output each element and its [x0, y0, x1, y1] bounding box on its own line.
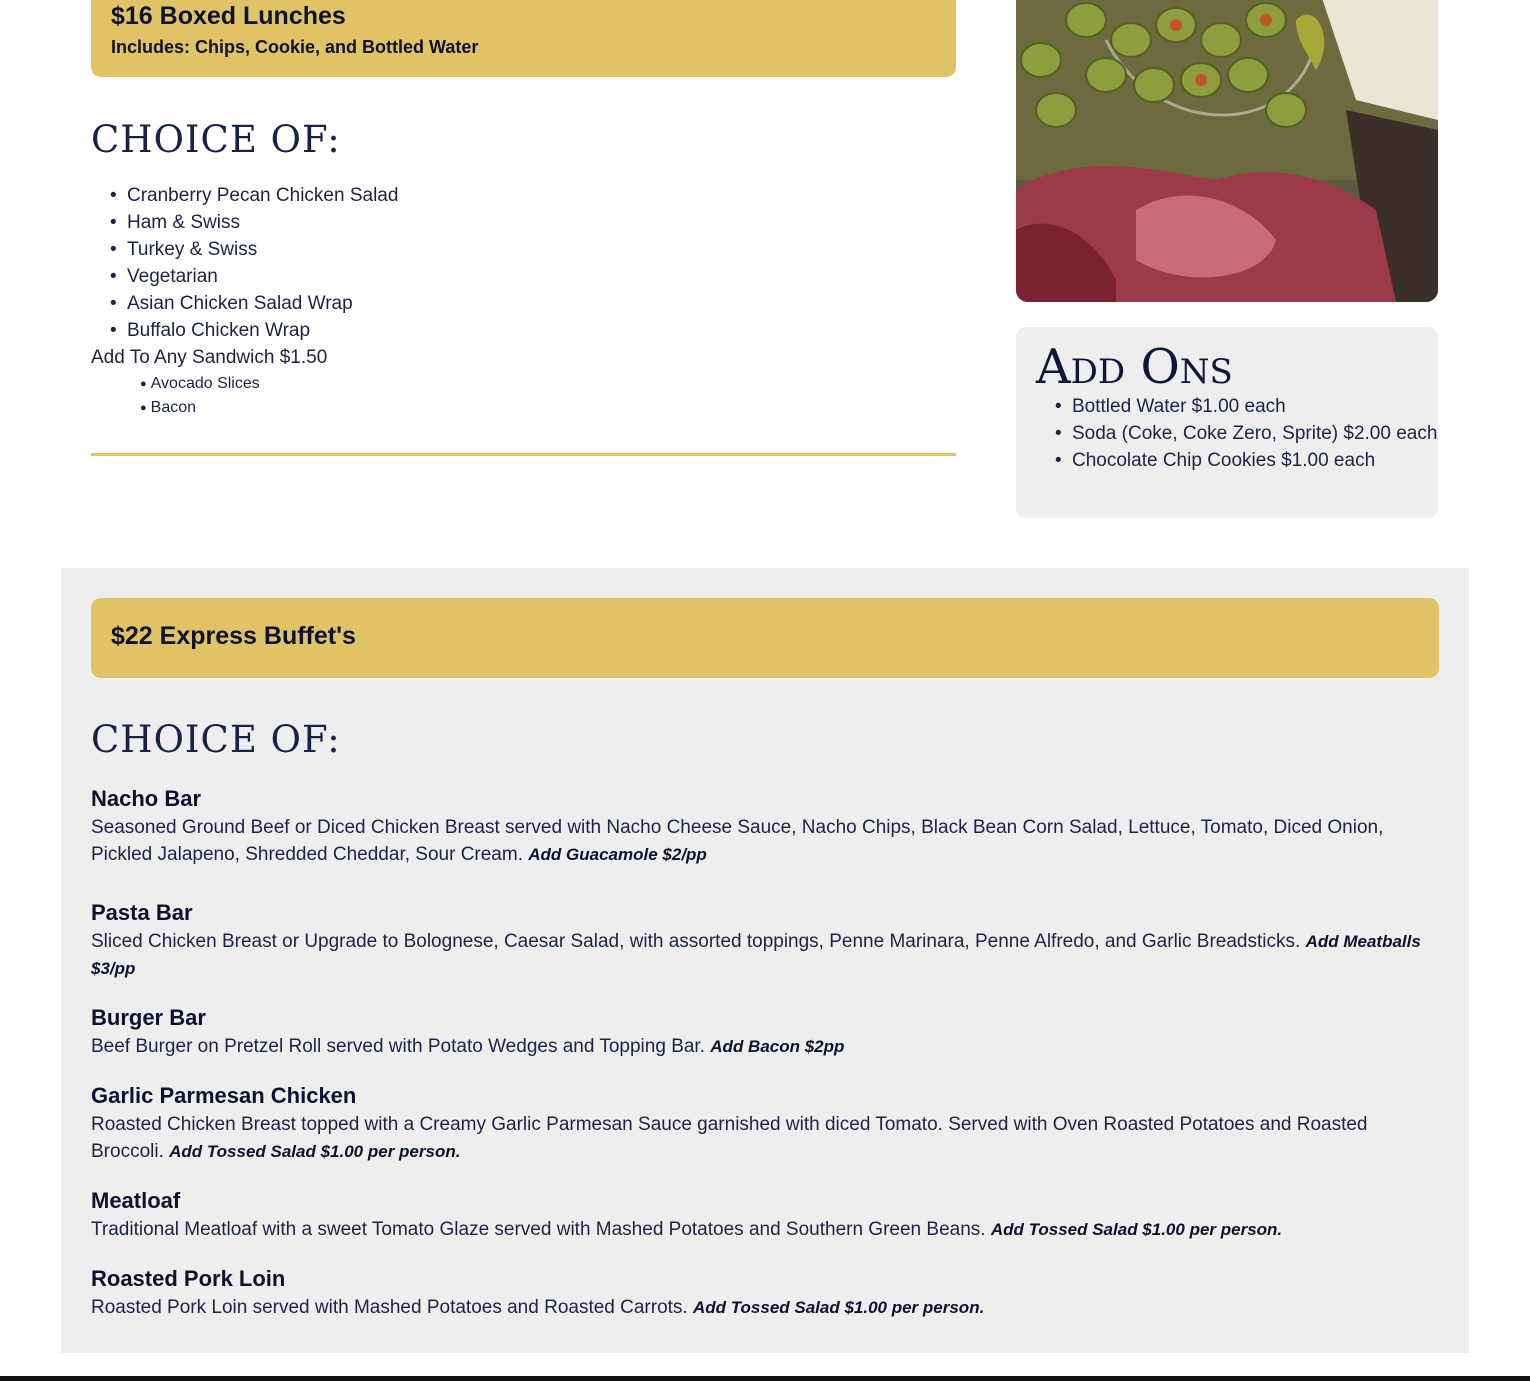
item-name: Garlic Parmesan Chicken — [91, 1083, 357, 1108]
item-addon: Add Bacon $2pp — [710, 1037, 845, 1056]
menu-item — [91, 1186, 1441, 1243]
list-item: • Vegetarian — [91, 263, 398, 290]
menu-item — [91, 1003, 1441, 1060]
list-item: • Chocolate Chip Cookies $1.00 each — [1036, 447, 1426, 474]
sandwich-addon-list — [140, 372, 260, 420]
sandwich-add-line: Add To Any Sandwich $1.50 — [91, 347, 328, 368]
boxed-lunch-includes: Includes: Chips, Cookie, and Bottled Water — [111, 37, 479, 57]
item-addon: Add Tossed Salad $1.00 per person. — [169, 1142, 461, 1161]
buffet-choice-heading: CHOICE OF: — [91, 718, 341, 761]
addons-title: Add Ons — [1036, 339, 1233, 395]
buffet-title: $22 Express Buffet's — [111, 622, 356, 650]
list-item: • Ham & Swiss — [91, 209, 398, 236]
menu-item — [91, 1081, 1441, 1165]
item-description: Traditional Meatloaf with a sweet Tomato Glaze served with Mashed Potatoes and Southern Green Beans. Add Tossed Salad $1.00 per person. — [91, 1219, 1283, 1240]
charcuterie-photo — [1016, 0, 1438, 302]
buffet-banner — [91, 598, 1439, 678]
item-name: Roasted Pork Loin — [91, 1266, 286, 1291]
list-item: ● Avocado Slices — [140, 372, 260, 396]
addons-list — [1036, 393, 1438, 474]
list-item: • Soda (Coke, Coke Zero, Sprite) $2.00 each — [1036, 420, 1426, 447]
menu-item — [91, 1264, 1441, 1321]
boxed-lunch-title: $16 Boxed Lunches — [111, 2, 346, 30]
list-item: • Asian Chicken Salad Wrap — [91, 290, 398, 317]
menu-item — [91, 898, 1441, 982]
item-description: Roasted Chicken Breast topped with a Creamy Garlic Parmesan Sauce garnished with diced Tomato. Served with Oven Roasted Potatoes and Roasted Broccoli. Add Tossed Salad $1.00 per person. — [91, 1114, 1368, 1162]
footer-border — [0, 1376, 1530, 1381]
item-name: Nacho Bar — [91, 786, 202, 811]
menu-item — [91, 784, 1441, 868]
item-description: Seasoned Ground Beef or Diced Chicken Breast served with Nacho Cheese Sauce, Nacho Chips, Black Bean Corn Salad, Lettuce, Tomato, Diced Onion, Pickled Jalapeno, Shredded Cheddar, Sour Cream. Add Guacamole $2/pp — [91, 817, 1384, 865]
section-divider — [91, 453, 956, 456]
addons-box — [1016, 327, 1438, 518]
item-description: Roasted Pork Loin served with Mashed Potatoes and Roasted Carrots. Add Tossed Salad $1.00 per person. — [91, 1297, 985, 1318]
boxed-choice-heading: CHOICE OF: — [91, 118, 341, 161]
list-item: • Turkey & Swiss — [91, 236, 398, 263]
sandwich-list — [91, 182, 398, 344]
boxed-lunch-section — [0, 0, 1530, 568]
item-name: Meatloaf — [91, 1188, 181, 1213]
item-addon: Add Meatballs $3/pp — [91, 932, 1421, 978]
item-addon: Add Tossed Salad $1.00 per person. — [990, 1220, 1283, 1239]
item-addon: Add Tossed Salad $1.00 per person. — [693, 1298, 985, 1317]
list-item: • Bottled Water $1.00 each — [1036, 393, 1426, 420]
express-buffet-section — [61, 568, 1469, 1353]
item-name: Pasta Bar — [91, 900, 193, 925]
list-item: • Cranberry Pecan Chicken Salad — [91, 182, 398, 209]
item-description: Beef Burger on Pretzel Roll served with Potato Wedges and Topping Bar. Add Bacon $2pp — [91, 1036, 845, 1057]
list-item: • Buffalo Chicken Wrap — [91, 317, 398, 344]
item-name: Burger Bar — [91, 1005, 206, 1030]
item-description: Sliced Chicken Breast or Upgrade to Bolognese, Caesar Salad, with assorted toppings, Penne Marinara, Penne Alfredo, and Garlic Breadsticks. Add Meatballs $3/pp — [91, 931, 1421, 978]
item-addon: Add Guacamole $2/pp — [528, 845, 707, 864]
boxed-lunch-banner — [91, 0, 956, 77]
list-item: ● Bacon — [140, 396, 260, 420]
